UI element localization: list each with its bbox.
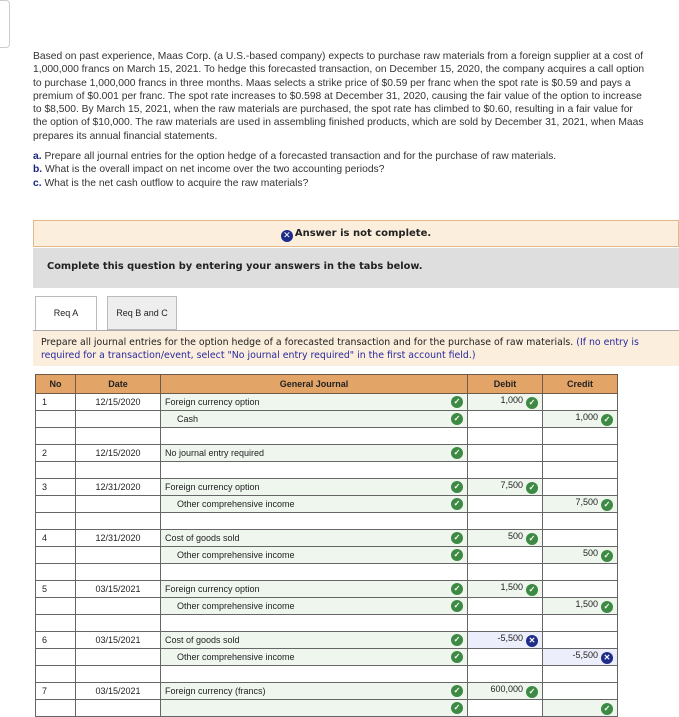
table-row: [36, 445, 618, 462]
debit-value: 1,500: [500, 582, 523, 592]
no-cell: 7: [36, 683, 76, 700]
header-credit: Credit: [543, 375, 618, 394]
account-cell[interactable]: [161, 445, 468, 462]
correct-check-icon: ✓: [451, 396, 463, 408]
debit-cell[interactable]: [468, 530, 543, 547]
date-cell[interactable]: 12/15/2020: [76, 445, 161, 462]
date-cell[interactable]: [76, 547, 161, 564]
debit-cell[interactable]: [468, 394, 543, 411]
problem-line: prepares its annual financial statements.: [33, 130, 218, 142]
instructions-text: Prepare all journal entries for the option hedge of a forecasted transaction and for the purchase of raw materials.: [41, 337, 574, 348]
credit-cell[interactable]: [543, 547, 618, 564]
debit-cell[interactable]: [468, 598, 543, 615]
credit-cell[interactable]: [543, 428, 618, 445]
banner-text: Answer is not complete.: [294, 228, 432, 239]
account-cell[interactable]: [161, 666, 468, 683]
account-name: Foreign currency option: [165, 482, 260, 492]
debit-cell[interactable]: [468, 683, 543, 700]
correct-check-icon: ✓: [451, 549, 463, 561]
correct-check-icon: ✓: [601, 550, 613, 562]
debit-cell[interactable]: [468, 632, 543, 649]
date-cell[interactable]: [76, 564, 161, 581]
account-cell[interactable]: [161, 649, 468, 666]
correct-check-icon: ✓: [601, 499, 613, 511]
problem-line: to $8,500. By March 15, 2021, when the raw materials are purchased, the spot rate has climbed to $0.60, resulting in a fair value for: [33, 104, 633, 116]
question-letter: b.: [33, 164, 43, 176]
account-name: Cost of goods sold: [165, 635, 240, 645]
debit-cell[interactable]: [468, 615, 543, 632]
question-text: Prepare all journal entries for the option hedge of a forecasted transaction and for the purchase of raw materials.: [41, 151, 557, 162]
no-cell: 6: [36, 632, 76, 649]
no-cell: [36, 666, 76, 683]
no-cell: [36, 700, 76, 717]
credit-value: 500: [582, 548, 598, 558]
account-name: Other comprehensive income: [177, 601, 295, 611]
account-cell[interactable]: [161, 581, 468, 598]
account-cell[interactable]: [161, 513, 468, 530]
date-cell[interactable]: [76, 598, 161, 615]
correct-check-icon: ✓: [601, 601, 613, 613]
date-cell[interactable]: 03/15/2021: [76, 683, 161, 700]
date-cell[interactable]: [76, 700, 161, 717]
debit-cell[interactable]: [468, 666, 543, 683]
account-cell[interactable]: [161, 496, 468, 513]
question-letter: a.: [33, 151, 42, 162]
account-name: No journal entry required: [165, 448, 265, 458]
header-general-journal: General Journal: [161, 375, 468, 394]
date-cell[interactable]: 12/31/2020: [76, 530, 161, 547]
date-cell[interactable]: [76, 649, 161, 666]
date-cell[interactable]: 12/31/2020: [76, 479, 161, 496]
table-row: [36, 649, 618, 666]
debit-cell[interactable]: [468, 462, 543, 479]
account-cell[interactable]: [161, 479, 468, 496]
credit-value: 7,500: [575, 497, 598, 507]
no-cell: 3: [36, 479, 76, 496]
table-row: [36, 598, 618, 615]
table-header: [36, 375, 618, 394]
date-cell[interactable]: [76, 513, 161, 530]
date-cell[interactable]: 03/15/2021: [76, 581, 161, 598]
no-cell: 1: [36, 394, 76, 411]
credit-value: 1,000: [575, 412, 598, 422]
debit-cell[interactable]: [468, 700, 543, 717]
account-cell[interactable]: [161, 394, 468, 411]
account-name: Other comprehensive income: [177, 499, 295, 509]
credit-cell[interactable]: [543, 683, 618, 700]
credit-cell[interactable]: [543, 649, 618, 666]
correct-check-icon: ✓: [451, 600, 463, 612]
credit-cell[interactable]: [543, 598, 618, 615]
table-row: [36, 530, 618, 547]
credit-cell[interactable]: [543, 700, 618, 717]
correct-check-icon: ✓: [601, 703, 613, 715]
table-row: [36, 513, 618, 530]
date-cell[interactable]: [76, 615, 161, 632]
account-cell[interactable]: [161, 700, 468, 717]
correct-check-icon: ✓: [526, 482, 538, 494]
instructions-note: (If no entry is required for a transaction/event, select "No journal entry required" in the first account field.): [41, 337, 639, 361]
account-cell[interactable]: [161, 411, 468, 428]
table-row: [36, 394, 618, 411]
date-cell[interactable]: [76, 428, 161, 445]
table-row: [36, 428, 618, 445]
debit-cell[interactable]: [468, 564, 543, 581]
credit-cell[interactable]: [543, 445, 618, 462]
journal-table: [35, 374, 618, 717]
no-cell: [36, 598, 76, 615]
debit-cell[interactable]: [468, 581, 543, 598]
question-a: [33, 150, 556, 163]
incorrect-x-icon: ✕: [601, 652, 613, 664]
account-cell[interactable]: [161, 564, 468, 581]
problem-text: [33, 50, 679, 143]
account-cell[interactable]: [161, 530, 468, 547]
problem-line: to purchase 1,000,000 francs in three months. Maas selects a strike price of $0.59 per franc when the spot rate is $0.59 and pays a: [33, 77, 631, 89]
answer-status-banner: [33, 220, 679, 247]
correct-check-icon: ✓: [451, 498, 463, 510]
no-cell: [36, 513, 76, 530]
correct-check-icon: ✓: [451, 481, 463, 493]
table-row: [36, 615, 618, 632]
credit-cell[interactable]: [543, 632, 618, 649]
account-cell[interactable]: [161, 632, 468, 649]
date-cell[interactable]: 12/15/2020: [76, 394, 161, 411]
header-date: Date: [76, 375, 161, 394]
debit-value: 500: [507, 531, 523, 541]
no-cell: [36, 462, 76, 479]
table-row: [36, 479, 618, 496]
correct-check-icon: ✓: [451, 685, 463, 697]
table-row: [36, 581, 618, 598]
credit-cell[interactable]: [543, 581, 618, 598]
table-row: [36, 496, 618, 513]
debit-value: -5,500: [497, 633, 523, 643]
tab-req-b-and-c[interactable]: Req B and C: [107, 296, 177, 330]
no-cell: 2: [36, 445, 76, 462]
debit-cell[interactable]: [468, 547, 543, 564]
account-name: Cost of goods sold: [165, 533, 240, 543]
correct-check-icon: ✓: [451, 702, 463, 714]
no-cell: 4: [36, 530, 76, 547]
date-cell[interactable]: [76, 496, 161, 513]
question-b: [33, 163, 556, 176]
header-no: No: [36, 375, 76, 394]
account-name: Other comprehensive income: [177, 550, 295, 560]
credit-cell[interactable]: [543, 666, 618, 683]
correct-check-icon: ✓: [526, 686, 538, 698]
account-name: Foreign currency (francs): [165, 686, 266, 696]
correct-check-icon: ✓: [526, 584, 538, 596]
correct-check-icon: ✓: [451, 634, 463, 646]
problem-line: 1,000,000 francs on March 15, 2021. To hedge this forecasted transaction, on December 15, 2020, the company acquires a call option: [33, 64, 645, 76]
table-row: [36, 411, 618, 428]
credit-cell[interactable]: [543, 615, 618, 632]
no-cell: [36, 428, 76, 445]
date-cell[interactable]: 03/15/2021: [76, 632, 161, 649]
date-cell[interactable]: [76, 462, 161, 479]
correct-check-icon: ✓: [526, 397, 538, 409]
debit-cell[interactable]: [468, 496, 543, 513]
debit-value: 600,000: [490, 684, 523, 694]
credit-cell[interactable]: [543, 479, 618, 496]
complete-instructions: Complete this question by entering your answers in the tabs below.: [33, 248, 679, 288]
incorrect-icon: ✕: [281, 230, 293, 242]
no-cell: [36, 615, 76, 632]
credit-cell[interactable]: [543, 513, 618, 530]
correct-check-icon: ✓: [526, 533, 538, 545]
table-row: [36, 666, 618, 683]
credit-cell[interactable]: [543, 564, 618, 581]
debit-value: 1,000: [500, 395, 523, 405]
account-cell[interactable]: [161, 462, 468, 479]
no-cell: [36, 547, 76, 564]
debit-cell[interactable]: [468, 411, 543, 428]
table-row: [36, 564, 618, 581]
account-cell[interactable]: [161, 428, 468, 445]
account-name: Foreign currency option: [165, 397, 260, 407]
correct-check-icon: ✓: [451, 413, 463, 425]
table-row: [36, 632, 618, 649]
credit-cell[interactable]: [543, 411, 618, 428]
account-cell[interactable]: [161, 683, 468, 700]
date-cell[interactable]: [76, 666, 161, 683]
problem-line: the option of $10,000. The raw materials are used in assembling finished products, which are sold by December 31, 2021, when Maas: [33, 117, 644, 129]
account-cell[interactable]: [161, 598, 468, 615]
no-cell: [36, 649, 76, 666]
credit-value: 1,500: [575, 599, 598, 609]
instructions: [33, 330, 679, 366]
credit-cell[interactable]: [543, 496, 618, 513]
table-row: [36, 700, 618, 717]
debit-cell[interactable]: [468, 479, 543, 496]
question-letter: c.: [33, 177, 42, 189]
table-row: [36, 683, 618, 700]
problem-line: premium of $0.001 per franc. The spot rate increases to $0.598 at December 31, 2020, causing the fair value of the option to increase: [33, 90, 642, 102]
correct-check-icon: ✓: [451, 532, 463, 544]
question-text: What is the overall impact on net income over the two accounting periods?: [42, 164, 385, 176]
date-cell[interactable]: [76, 411, 161, 428]
debit-cell[interactable]: [468, 513, 543, 530]
no-cell: [36, 411, 76, 428]
correct-check-icon: ✓: [451, 583, 463, 595]
account-cell[interactable]: [161, 547, 468, 564]
debit-cell[interactable]: [468, 445, 543, 462]
account-name: Other comprehensive income: [177, 652, 295, 662]
no-cell: 5: [36, 581, 76, 598]
header-debit: Debit: [468, 375, 543, 394]
correct-check-icon: ✓: [451, 447, 463, 459]
side-panel-edge: [0, 0, 10, 48]
correct-check-icon: ✓: [601, 414, 613, 426]
account-cell[interactable]: [161, 615, 468, 632]
no-cell: [36, 564, 76, 581]
correct-check-icon: ✓: [451, 651, 463, 663]
credit-cell[interactable]: [543, 462, 618, 479]
tab-req-a[interactable]: Req A: [35, 296, 97, 331]
problem-line: Based on past experience, Maas Corp. (a U.S.-based company) expects to purchase raw materials from a foreign supplier at a cost of: [33, 51, 644, 62]
question-text: What is the net cash outflow to acquire the raw materials?: [41, 177, 309, 189]
incorrect-x-icon: ✕: [526, 635, 538, 647]
questions: [33, 150, 556, 190]
question-c: [33, 177, 556, 190]
account-name: Cash: [177, 414, 199, 424]
credit-cell[interactable]: [543, 394, 618, 411]
debit-cell[interactable]: [468, 649, 543, 666]
debit-cell[interactable]: [468, 428, 543, 445]
account-name: Foreign currency option: [165, 584, 260, 594]
credit-value: -5,500: [572, 650, 598, 660]
debit-value: 7,500: [500, 480, 523, 490]
no-cell: [36, 496, 76, 513]
table-row: [36, 547, 618, 564]
credit-cell[interactable]: [543, 530, 618, 547]
table-row: [36, 462, 618, 479]
